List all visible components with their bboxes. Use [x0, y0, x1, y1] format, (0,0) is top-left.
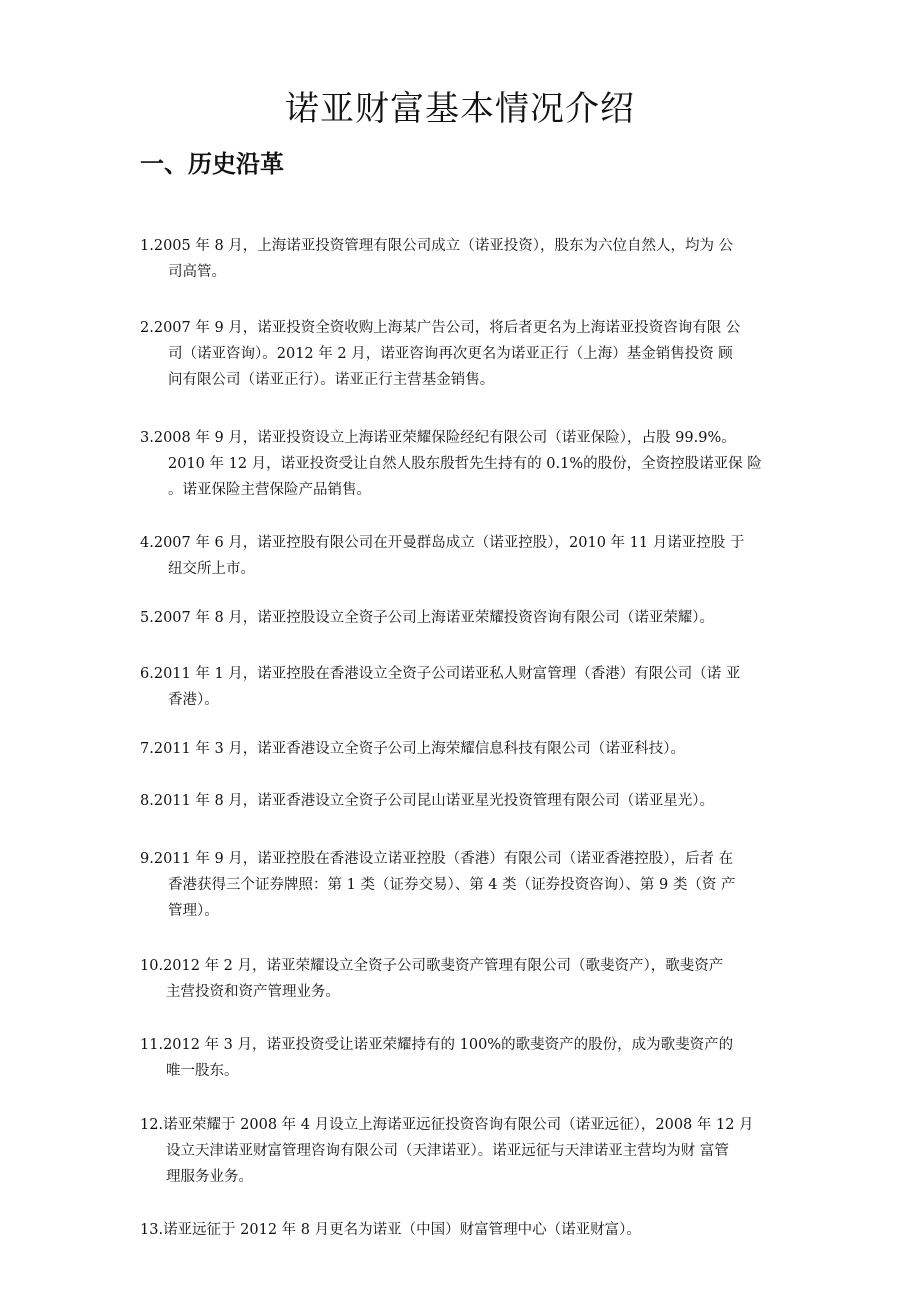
list-item-text: 2007 年 9 月，诺亚投资全资收购上海某广告公司，将后者更名为上海诺亚投资咨询有限 公: [153, 320, 741, 336]
list-item: [140, 736, 800, 762]
list-item: [140, 846, 800, 924]
list-item: [140, 1217, 800, 1243]
list-item-text: 问有限公司（诺亚正行）。诺亚正行主营基金销售。: [168, 372, 495, 388]
list-item: [140, 425, 800, 503]
list-item-text: 2011 年 8 月，诺亚香港设立全资子公司昆山诺亚星光投资管理有限公司（诺亚星光）。: [153, 793, 715, 809]
list-item-text: 2007 年 8 月，诺亚控股设立全资子公司上海诺亚荣耀投资咨询有限公司（诺亚荣耀）。: [153, 610, 715, 626]
list-item-text: 诺亚远征于 2012 年 8 月更名为诺亚（中国）财富管理中心（诺亚财富）。: [163, 1222, 641, 1238]
list-item-text: 2007 年 6 月，诺亚控股有限公司在开曼群岛成立（诺亚控股），2010 年 11 月诺亚控股 于: [153, 535, 745, 551]
list-item: [140, 315, 800, 393]
section-heading: 一、历史沿革: [140, 150, 284, 178]
list-item-text: 主营投资和资产管理业务。: [166, 984, 340, 1000]
list-item-number: 10.: [140, 958, 164, 974]
list-item-number: 8.: [140, 793, 154, 809]
list-item-number: 3.: [140, 430, 154, 446]
list-item: [140, 233, 800, 285]
list-item-number: 2.: [140, 320, 154, 336]
list-item-number: 13.: [140, 1222, 164, 1238]
list-item: [140, 605, 800, 631]
list-item-text: 2012 年 2 月，诺亚荣耀设立全资子公司歌斐资产管理有限公司（歌斐资产），歌斐资产: [163, 958, 724, 974]
list-item-number: 9.: [140, 851, 154, 867]
list-item-text: 2010 年 12 月，诺亚投资受让自然人股东殷哲先生持有的 0.1%的股份，全资控股诺亚保 险: [168, 456, 762, 472]
list-item-number: 4.: [140, 535, 154, 551]
list-item-text: 设立天津诺亚财富管理咨询有限公司（天津诺亚）。诺亚远征与天津诺亚主营均为财 富管: [166, 1143, 729, 1159]
list-item: [140, 530, 800, 582]
list-item-text: 2012 年 3 月，诺亚投资受让诺亚荣耀持有的 100%的歌斐资产的股份，成为歌斐资产的: [163, 1037, 734, 1053]
list-item-text: 香港）。: [168, 692, 219, 708]
list-item-number: 6.: [140, 666, 154, 682]
list-item: [140, 953, 800, 1005]
list-item-text: 司高管。: [168, 264, 226, 280]
list-item: [140, 661, 800, 713]
list-item-text: 司（诺亚咨询）。2012 年 2 月，诺亚咨询再次更名为诺亚正行（上海）基金销售投资 顾: [168, 346, 733, 362]
list-item-text: 2011 年 9 月，诺亚控股在香港设立诺亚控股（香港）有限公司（诺亚香港控股），后者 在: [153, 851, 734, 867]
list-item-text: 诺亚荣耀于 2008 年 4 月设立上海诺亚远征投资咨询有限公司（诺亚远征），2008 年 12 月: [163, 1117, 754, 1133]
list-item-text: 2008 年 9 月，诺亚投资设立上海诺亚荣耀保险经纪有限公司（诺亚保险），占股 99.9%。: [153, 430, 736, 446]
list-item-number: 12.: [140, 1117, 164, 1133]
document-title: 诺亚财富基本情况介绍: [285, 89, 635, 129]
list-item-text: 纽交所上市。: [168, 561, 255, 577]
list-item: [140, 788, 800, 814]
list-item-text: 。诺亚保险主营保险产品销售。: [168, 482, 371, 498]
list-item-text: 2005 年 8 月，上海诺亚投资管理有限公司成立（诺亚投资），股东为六位自然人，均为 公: [153, 238, 734, 254]
list-item-text: 香港获得三个证券牌照：第 1 类（证券交易）、第 4 类（证券投资咨询）、第 9 类（资 产: [168, 877, 736, 893]
list-item-number: 5.: [140, 610, 154, 626]
list-item-number: 1.: [140, 238, 154, 254]
list-item-text: 唯一股东。: [166, 1063, 239, 1079]
list-item-number: 11.: [140, 1037, 164, 1053]
list-item-text: 理服务业务。: [166, 1169, 253, 1185]
list-item: [140, 1032, 800, 1084]
list-item-text: 管理）。: [168, 903, 219, 919]
list-item-text: 2011 年 1 月，诺亚控股在香港设立全资子公司诺亚私人财富管理（香港）有限公司（诺 亚: [153, 666, 741, 682]
list-item: [140, 1112, 800, 1190]
list-item-text: 2011 年 3 月，诺亚香港设立全资子公司上海荣耀信息科技有限公司（诺亚科技）。: [153, 741, 686, 757]
list-item-number: 7.: [140, 741, 154, 757]
